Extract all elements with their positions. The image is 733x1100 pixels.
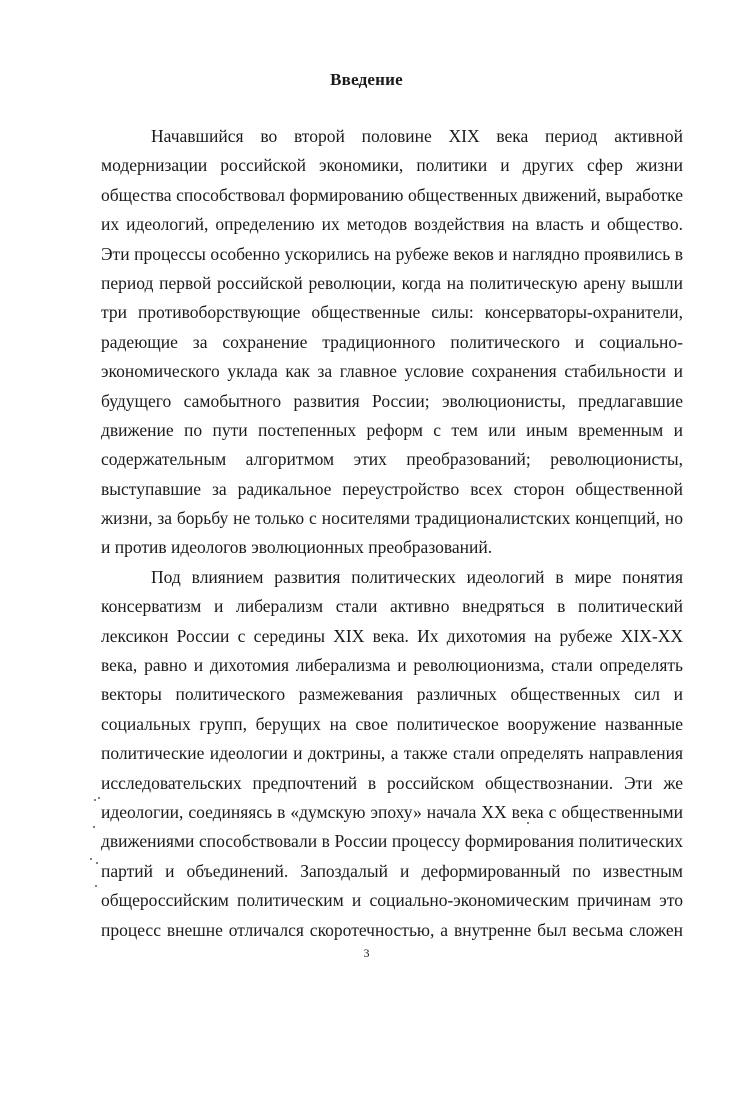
text-line: общества способствовал формированию общественных движений, выработке — [101, 184, 683, 205]
text-line: содержательным алгоритмом этих преобразований; революционисты, — [101, 449, 683, 470]
text-line: модернизации российской экономики, политики и других сфер жизни — [101, 155, 683, 176]
text-line: движениями способствовали в России процессу формирования политических — [101, 831, 683, 852]
text-line: Под влиянием развития политических идеологий в мире понятия — [151, 566, 683, 587]
scan-speck — [90, 858, 92, 860]
text-line: века, равно и дихотомия либерализма и революционизма, стали определять — [101, 655, 683, 676]
text-line: Эти процессы особенно ускорились на рубеже веков и наглядно проявились в — [101, 243, 683, 264]
text-line: Начавшийся во второй половине XIX века период активной — [151, 126, 683, 146]
page-number: 3 — [363, 946, 370, 960]
text-line: три противоборствующие общественные силы: консерваторы-охранители, — [101, 302, 683, 323]
text-line: партий и объединений. Запоздалый и деформированный по известным — [101, 860, 683, 881]
text-line: и против идеологов эволюционных преобразований. — [101, 537, 493, 558]
text-line: период первой российской революции, когда на политическую арену вышли — [101, 272, 683, 293]
text-line: процесс внешне отличался скоротечностью, а внутренне был весьма сложен — [101, 919, 683, 940]
text-line: выступавшие за радикальное переустройство всех сторон общественной — [101, 478, 683, 499]
scan-speck — [98, 797, 100, 799]
text-line: экономического уклада как за главное условие сохранения стабильности и — [101, 361, 683, 382]
text-line: социальных групп, берущих на свое политическое вооружение названные — [101, 713, 683, 734]
text-line: радеющие за сохранение традиционного политического и социально- — [101, 331, 683, 352]
text-line: лексикон России с середины XIX века. Их дихотомия на рубеже XIX-XX — [101, 625, 683, 646]
scan-speck — [94, 799, 96, 801]
text-line: движение по пути постепенных реформ с тем или иным временным и — [101, 419, 683, 440]
text-line: идеологии, соединяясь в «думскую эпоху» начала XX века с общественными — [101, 801, 683, 822]
text-line: будущего самобытного развития России; эволюционисты, предлагавшие — [101, 390, 683, 411]
scan-speck — [95, 885, 97, 887]
text-line: их идеологий, определению их методов воздействия на власть и общество. — [101, 214, 683, 235]
scan-speck — [96, 862, 98, 864]
paragraph — [101, 563, 683, 945]
paragraph — [101, 122, 683, 563]
text-line: векторы политического размежевания различных общественных сил и — [101, 684, 683, 705]
document-body — [101, 122, 683, 945]
scan-speck — [527, 822, 529, 824]
text-line: политические идеологии и доктрины, а также стали определять направления — [101, 743, 683, 764]
text-line: жизни, за борьбу не только с носителями традиционалистских концепций, но — [101, 508, 683, 529]
text-line: общероссийским политическим и социально-экономическим причинам это — [101, 890, 683, 911]
text-line: исследовательских предпочтений в российском обществознании. Эти же — [101, 772, 683, 793]
text-line: консерватизм и либерализм стали активно внедряться в политический — [101, 596, 683, 617]
page-title: Введение — [330, 70, 403, 89]
scan-speck — [93, 826, 95, 828]
